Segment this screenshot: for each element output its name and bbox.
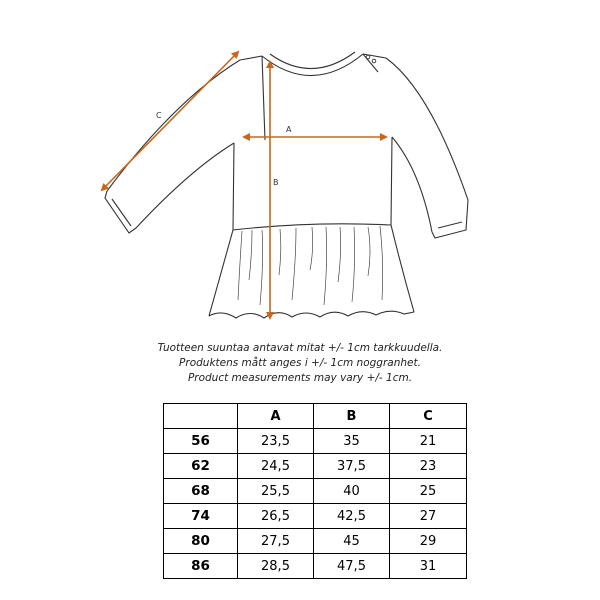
skirt-gathers xyxy=(238,226,383,305)
size-cell: 80 xyxy=(164,529,238,554)
header-cell-a: A xyxy=(238,404,314,429)
note-english: Product measurements may vary +/- 1cm. xyxy=(187,372,413,384)
value-cell: 24,5 xyxy=(238,454,314,479)
value-cell: 45 xyxy=(314,529,390,554)
value-cell: 26,5 xyxy=(238,504,314,529)
bodice-outline xyxy=(105,52,468,238)
size-cell: 62 xyxy=(164,454,238,479)
value-cell: 47,5 xyxy=(314,554,390,579)
value-cell: 37,5 xyxy=(314,454,390,479)
value-cell: 29 xyxy=(390,529,467,554)
table-row xyxy=(164,479,467,504)
value-cell: 27,5 xyxy=(238,529,314,554)
label-b: B xyxy=(273,178,279,187)
header-cell-b: B xyxy=(314,404,390,429)
value-cell: 35 xyxy=(314,429,390,454)
value-cell: 31 xyxy=(390,554,467,579)
note-finnish: Tuotteen suuntaa antavat mitat +/- 1cm tarkkuudella. xyxy=(157,342,443,354)
value-cell: 23 xyxy=(390,454,467,479)
note-swedish: Produktens mått anges i +/- 1cm noggranhet. xyxy=(179,357,421,369)
value-cell: 25 xyxy=(390,479,467,504)
size-cell: 86 xyxy=(164,554,238,579)
table-row xyxy=(164,529,467,554)
value-cell: 40 xyxy=(314,479,390,504)
value-cell: 28,5 xyxy=(238,554,314,579)
size-cell: 56 xyxy=(164,429,238,454)
table-row xyxy=(164,429,467,454)
value-cell: 23,5 xyxy=(238,429,314,454)
label-c: C xyxy=(156,111,162,120)
table-row xyxy=(164,454,467,479)
label-a: A xyxy=(286,125,292,134)
header-cell-c: C xyxy=(390,404,467,429)
value-cell: 25,5 xyxy=(238,479,314,504)
size-table xyxy=(163,403,467,579)
size-cell: 74 xyxy=(164,504,238,529)
table-header-row xyxy=(164,404,467,429)
measurement-arrows xyxy=(102,52,386,318)
size-cell: 68 xyxy=(164,479,238,504)
value-cell: 27 xyxy=(390,504,467,529)
header-cell xyxy=(164,404,238,429)
arrow-c xyxy=(102,52,238,190)
value-cell: 42,5 xyxy=(314,504,390,529)
table-row xyxy=(164,554,467,579)
value-cell: 21 xyxy=(390,429,467,454)
button-icon xyxy=(366,55,370,59)
table-row xyxy=(164,504,467,529)
button-icon xyxy=(372,59,376,63)
